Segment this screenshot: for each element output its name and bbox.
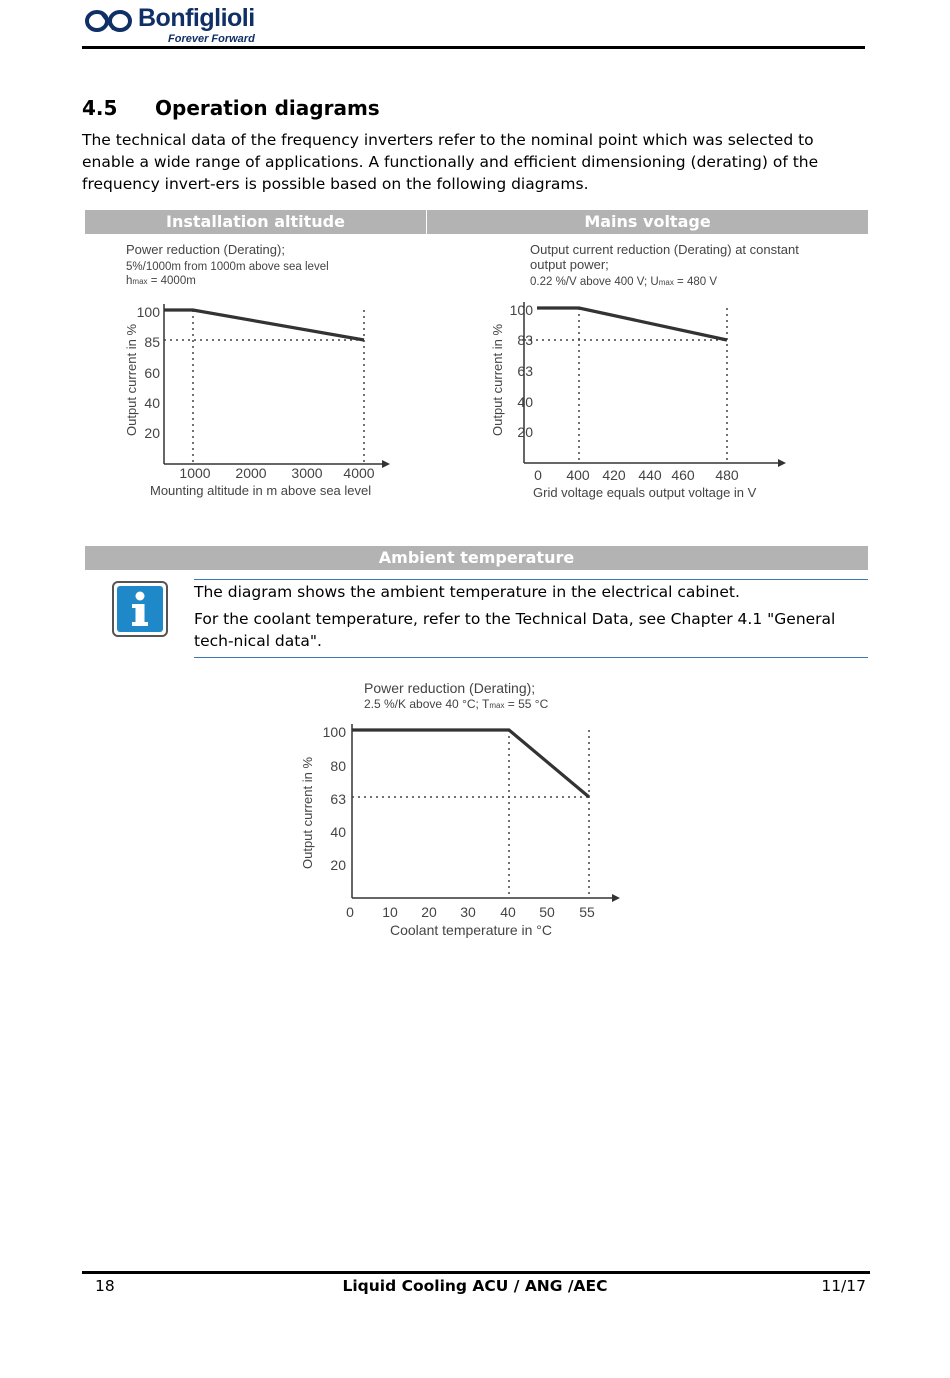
note-line-2 (194, 608, 868, 652)
page-number: 18 (95, 1277, 115, 1295)
y-tick-label: 63 (517, 363, 533, 379)
derating-line (537, 308, 727, 340)
x-tick-label: 55 (579, 904, 595, 920)
y-axis-label: Output current in % (490, 324, 505, 436)
chart-subtitle-2 (364, 697, 549, 711)
y-tick-label: 60 (144, 365, 160, 381)
x-tick-label: 460 (671, 467, 695, 483)
derating-line (352, 730, 589, 797)
derating-line (164, 310, 364, 340)
note-line-1 (194, 581, 868, 603)
mains-voltage-derating-chart (480, 236, 810, 506)
x-tick-label: 1000 (179, 465, 211, 481)
subtitle-sub: max (489, 701, 505, 710)
footer-title: Liquid Cooling ACU / ANG /AEC (342, 1277, 608, 1295)
x-tick-label: 10 (382, 904, 398, 920)
y-tick-label: 100 (136, 304, 160, 320)
y-axis-label: Output current in % (124, 324, 139, 436)
x-axis-label: Mounting altitude in m above sea level (150, 483, 372, 498)
section-title: Operation diagrams (155, 96, 380, 120)
x-tick-label: 4000 (343, 465, 375, 481)
y-tick-label: 83 (517, 332, 533, 348)
x-tick-label: 0 (346, 904, 354, 920)
intro-paragraph (82, 129, 866, 195)
chart-title: Power reduction (Derating); (364, 680, 536, 696)
x-tick-label: 420 (602, 467, 626, 483)
coolant-temperature-derating-chart (290, 672, 630, 947)
y-tick-label: 80 (330, 758, 346, 774)
x-tick-label: 3000 (291, 465, 323, 481)
subtitle-suffix: = 4000m (147, 275, 196, 287)
chart-subtitle: 5%/1000m from 1000m above sea level (126, 261, 329, 273)
y-tick-label: 20 (330, 857, 346, 873)
chart-subtitle-2 (530, 276, 717, 288)
footer-date: 11/17 (821, 1277, 866, 1295)
x-tick-label: 400 (566, 467, 590, 483)
footer-rule (82, 1271, 870, 1274)
note-rule-top (194, 579, 868, 580)
note-rule-bottom (194, 657, 868, 658)
bonfiglioli-logo-icon (84, 8, 134, 34)
x-tick-label: 30 (460, 904, 476, 920)
x-axis-label: Coolant temperature in °C (390, 922, 553, 938)
x-tick-label: 20 (421, 904, 437, 920)
note-text-1: The diagram shows the ambient temperature in the electrical cabinet. (194, 583, 740, 601)
brand-tagline: Forever Forward (168, 33, 255, 45)
altitude-derating-chart (110, 236, 400, 506)
header-installation-altitude: Installation altitude (85, 210, 426, 234)
y-tick-label: 63 (330, 791, 346, 807)
x-axis-arrow (382, 460, 390, 468)
subtitle-prefix: 0.22 %/V above 400 V; U (530, 276, 659, 288)
chart-subtitle-2 (126, 275, 196, 287)
subtitle-suffix: = 480 V (673, 276, 718, 288)
x-tick-label: 480 (715, 467, 739, 483)
x-axis-arrow (612, 894, 620, 902)
header-ambient-temperature: Ambient temperature (85, 546, 868, 570)
y-tick-label: 40 (517, 394, 533, 410)
subtitle-prefix: h (126, 275, 133, 287)
y-tick-label: 40 (330, 824, 346, 840)
x-axis-label: Grid voltage equals output voltage in V (533, 485, 757, 500)
chart-subtitle: output power; (530, 257, 609, 272)
y-tick-label: 100 (509, 302, 533, 318)
subtitle-sub: max (132, 277, 148, 286)
info-icon (112, 581, 168, 637)
y-tick-label: 85 (144, 334, 160, 350)
note-text-2: For the coolant temperature, refer to the Technical Data, see Chapter 4.1 "General tech-nical data". (194, 610, 836, 650)
x-tick-label: 50 (539, 904, 555, 920)
x-tick-label: 440 (638, 467, 662, 483)
y-tick-label: 20 (517, 424, 533, 440)
header-rule (82, 46, 865, 49)
intro-text: The technical data of the frequency inverters refer to the nominal point which was selected to enable a wide range of applications. A functionally and efficient dimensioning (derating) of the frequency invert-ers is possible based on the following diagrams. (82, 131, 819, 193)
subtitle-suffix: = 55 °C (504, 697, 549, 711)
y-axis-label: Output current in % (300, 757, 315, 869)
section-number: 4.5 (82, 96, 118, 120)
chart-title: Output current reduction (Derating) at constant (530, 242, 799, 257)
y-tick-label: 100 (322, 724, 346, 740)
y-tick-label: 20 (144, 425, 160, 441)
subtitle-sub: max (658, 278, 674, 287)
brand-name: Bonfiglioli (138, 4, 255, 32)
x-axis-arrow (778, 459, 786, 467)
x-tick-label: 2000 (235, 465, 267, 481)
x-tick-label: 40 (500, 904, 516, 920)
chart-title: Power reduction (Derating); (126, 242, 285, 257)
x-tick-label: 0 (534, 467, 542, 483)
header-mains-voltage: Mains voltage (427, 210, 868, 234)
y-tick-label: 40 (144, 395, 160, 411)
subtitle-prefix: 2.5 %/K above 40 °C; T (364, 697, 490, 711)
